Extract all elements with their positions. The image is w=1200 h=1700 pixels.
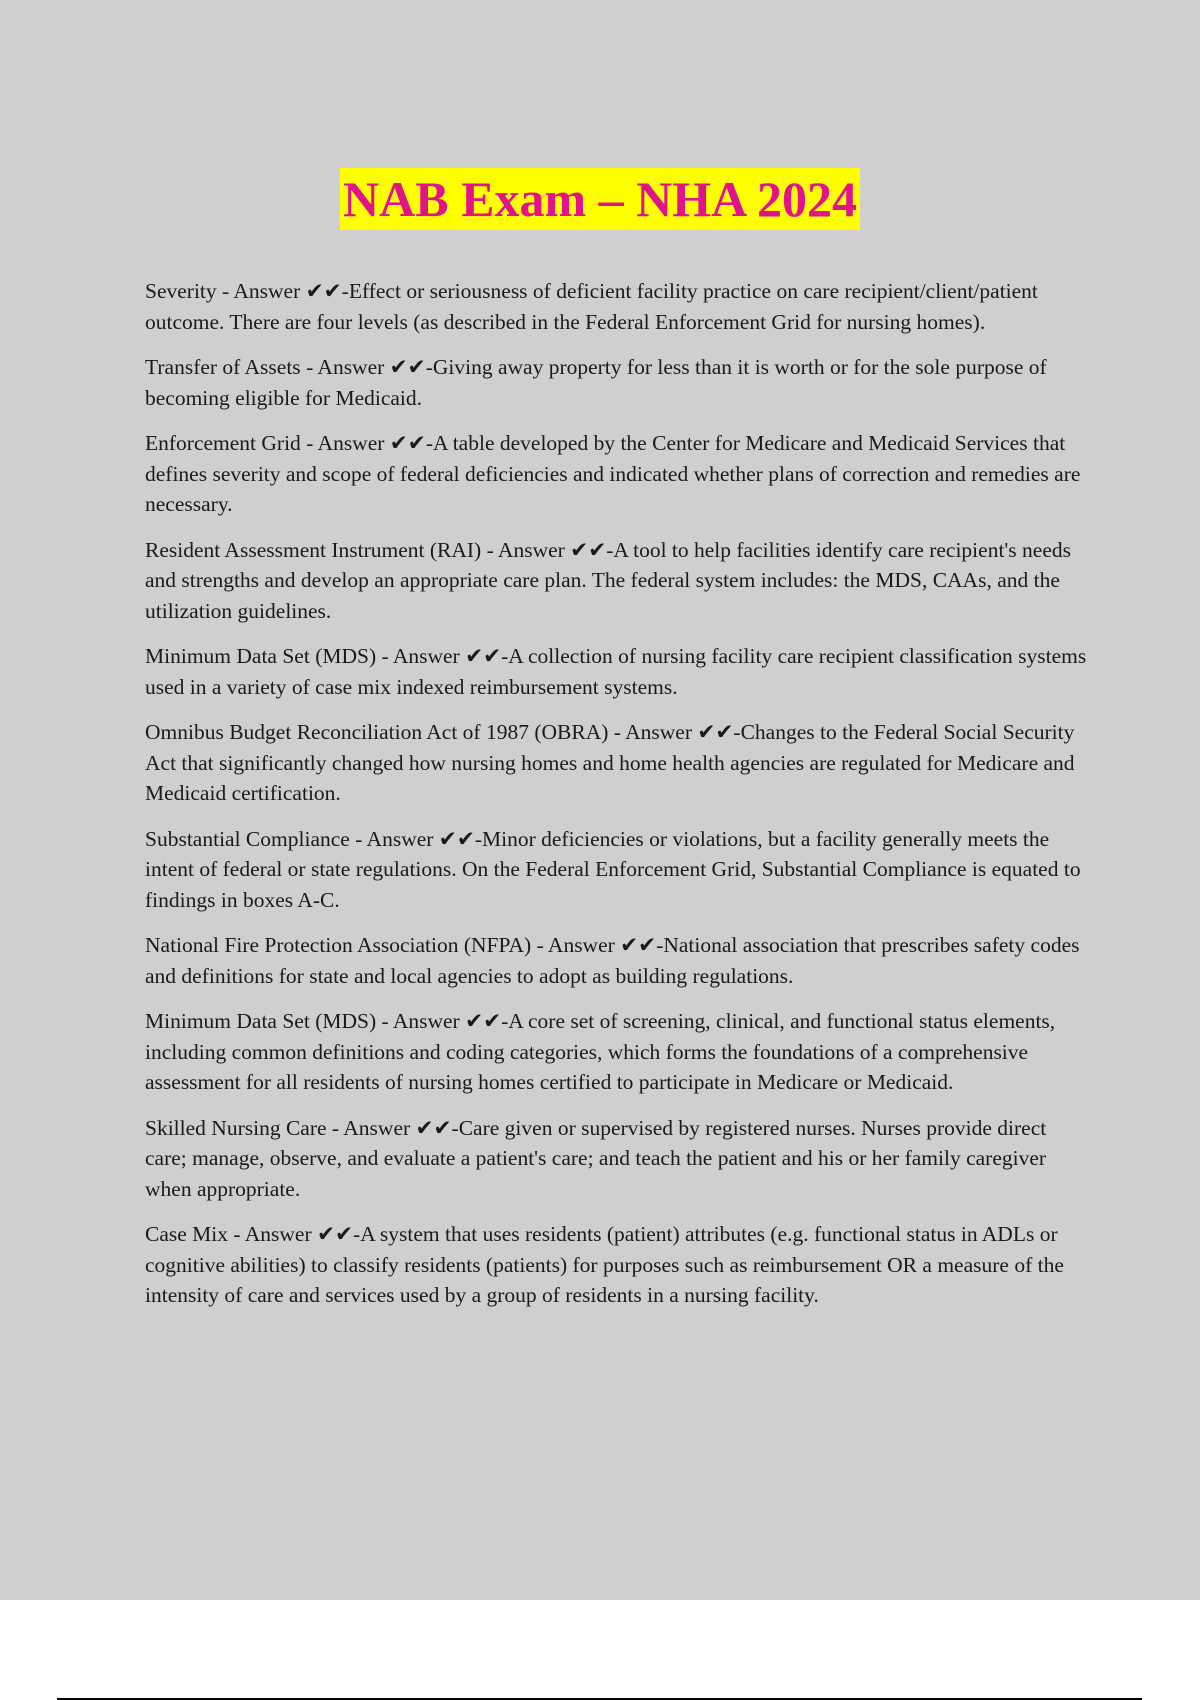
entry-item xyxy=(145,276,1090,337)
entry-item xyxy=(145,535,1090,627)
entry-definition: A system that uses residents (patient) attributes (e.g. functional status in ADLs or cognitive abilities) to classify residents (patients) for purposes such as reimbursement OR a measure of the intensity of care and services used by a group of residents in a nursing facility. xyxy=(145,1222,1064,1307)
answer-separator: - Answer ✔✔- xyxy=(228,1222,361,1246)
entry-item xyxy=(145,352,1090,413)
entry-definition: A core set of screening, clinical, and functional status elements, including common definitions and coding categories, which forms the foundations of a comprehensive assessment for all residents of nursing homes certified to participate in Medicare or Medicaid. xyxy=(145,1009,1056,1094)
entry-item xyxy=(145,930,1090,991)
entry-definition: Giving away property for less than it is worth or for the sole purpose of becoming eligible for Medicaid. xyxy=(145,355,1047,410)
entry-definition: National association that prescribes safety codes and definitions for state and local agencies to adopt as building regulations. xyxy=(145,933,1080,988)
answer-separator: - Answer ✔✔- xyxy=(376,1009,509,1033)
entry-definition: A collection of nursing facility care recipient classification systems used in a variety of case mix indexed reimbursement systems. xyxy=(145,644,1087,699)
entry-term: Minimum Data Set (MDS) xyxy=(145,1009,377,1033)
entry-item xyxy=(145,428,1090,520)
entry-term: National Fire Protection Association (NFPA) xyxy=(145,933,532,957)
entry-term: Omnibus Budget Reconciliation Act of 1987 (OBRA) xyxy=(145,720,609,744)
entry-list xyxy=(145,276,1090,1326)
answer-separator: - Answer ✔✔- xyxy=(326,1115,459,1140)
entry-term: Enforcement Grid xyxy=(145,431,301,455)
answer-separator: - Answer ✔✔- xyxy=(300,431,433,455)
entry-definition: A table developed by the Center for Medicare and Medicaid Services that defines severity and scope of federal deficiencies and indicated whether plans of correction and remedies are necessary. xyxy=(145,431,1081,516)
entry-term: Skilled Nursing Care xyxy=(145,1115,327,1140)
entry-item xyxy=(145,1113,1090,1205)
entry-item xyxy=(145,717,1090,809)
entry-term: Transfer of Assets xyxy=(145,355,301,379)
answer-separator: - Answer ✔✔- xyxy=(481,537,614,562)
entry-definition: Changes to the Federal Social Security Act that significantly changed how nursing homes and home health agencies are regulated for Medicare and Medicaid certification. xyxy=(145,720,1075,805)
answer-separator: - Answer ✔✔- xyxy=(608,720,741,744)
entry-term: Substantial Compliance xyxy=(145,826,350,851)
entry-definition: Minor deficiencies or violations, but a facility generally meets the intent of federal or state regulations. On the Federal Enforcement Grid, Substantial Compliance is equated to findings in boxes A-C. xyxy=(145,826,1081,912)
answer-separator: - Answer ✔✔- xyxy=(349,826,482,851)
answer-separator: - Answer ✔✔- xyxy=(376,644,509,668)
entry-item xyxy=(145,824,1090,916)
entry-item xyxy=(145,1219,1090,1311)
title-wrap xyxy=(0,168,1200,230)
answer-separator: - Answer ✔✔- xyxy=(300,355,433,379)
answer-separator: - Answer ✔✔- xyxy=(216,279,349,303)
entry-term: Case Mix xyxy=(145,1222,229,1246)
entry-item xyxy=(145,1006,1090,1098)
entry-term: Minimum Data Set (MDS) xyxy=(145,644,377,668)
entry-term: Severity xyxy=(145,279,217,303)
entry-definition: A tool to help facilities identify care recipient's needs and strengths and develop an appropriate care plan. The federal system includes: the MDS, CAAs, and the utilization guidelines. xyxy=(145,537,1071,623)
entry-definition: Care given or supervised by registered nurses. Nurses provide direct care; manage, observe, and evaluate a patient's care; and teach the patient and his or her family caregiver when appropriate. xyxy=(145,1115,1047,1201)
page-title: NAB Exam – NHA 2024 xyxy=(340,168,860,230)
entry-term: Resident Assessment Instrument (RAI) xyxy=(145,537,482,562)
entry-definition: Effect or seriousness of deficient facility practice on care recipient/client/patient outcome. There are four levels (as described in the Federal Enforcement Grid for nursing homes). xyxy=(145,279,1038,334)
answer-separator: - Answer ✔✔- xyxy=(531,933,664,957)
entry-item xyxy=(145,641,1090,702)
